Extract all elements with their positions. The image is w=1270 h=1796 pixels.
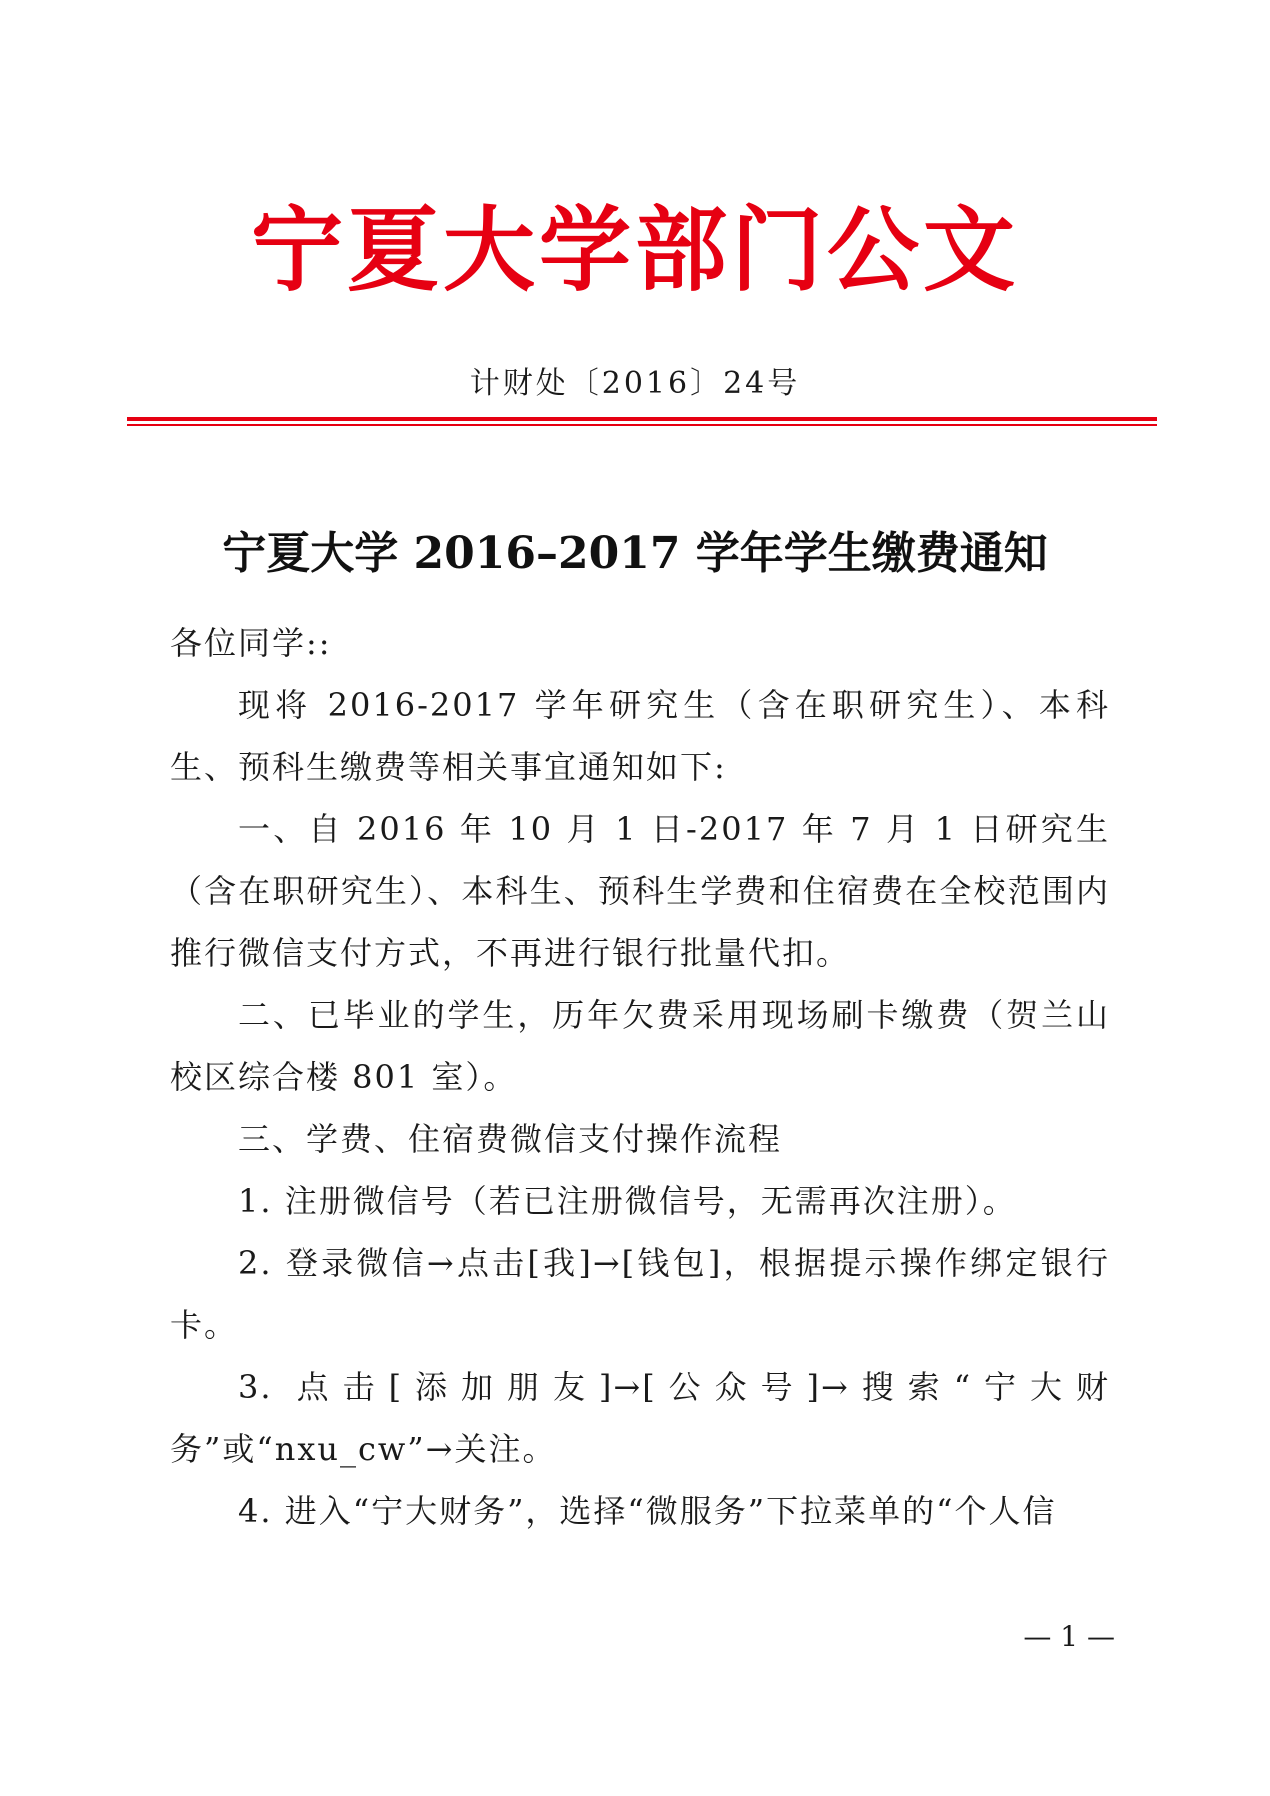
red-separator-rule: [127, 417, 1157, 427]
step-2: 2. 登录微信→点击[我]→[钱包]，根据提示操作绑定银行卡。: [170, 1244, 1110, 1344]
issuer-header-title: 宁夏大学部门公文: [250, 196, 1019, 304]
paragraph-item-3: 三、学费、住宿费微信支付操作流程: [238, 1120, 783, 1158]
notice-title: 宁夏大学 2016–2017 学年学生缴费通知: [222, 528, 1048, 579]
red-rule-thick-line: [127, 417, 1157, 421]
paragraph-item-1: 一、自 2016 年 10 月 1 日-2017 年 7 月 1 日研究生（含在职研究生）、本科生、预科生学费和住宿费在全校范围内推行微信支付方式，不再进行银行批量代扣。: [170, 810, 1110, 972]
red-rule-thin-line: [127, 424, 1157, 426]
step-1: 1. 注册微信号（若已注册微信号，无需再次注册）。: [238, 1182, 1017, 1220]
paragraph-intro: 现将 2016-2017 学年研究生（含在职研究生）、本科生、预科生缴费等相关事宜通知如下:: [170, 686, 1110, 786]
notice-body: [170, 612, 1110, 1542]
document-number: 计财处〔2016〕24号: [469, 366, 801, 401]
step-4: 4. 进入“宁大财务”，选择“微服务”下拉菜单的“个人信: [238, 1492, 1057, 1530]
step-3: 3. 点击[添加朋友]→[公众号]→搜索“宁大财务”或“nxu_cw”→关注。: [170, 1368, 1110, 1468]
salutation: 各位同学::: [170, 624, 332, 662]
page-number: — 1 —: [1023, 1620, 1115, 1653]
paragraph-item-2: 二、已毕业的学生，历年欠费采用现场刷卡缴费（贺兰山校区综合楼 801 室）。: [170, 996, 1110, 1096]
